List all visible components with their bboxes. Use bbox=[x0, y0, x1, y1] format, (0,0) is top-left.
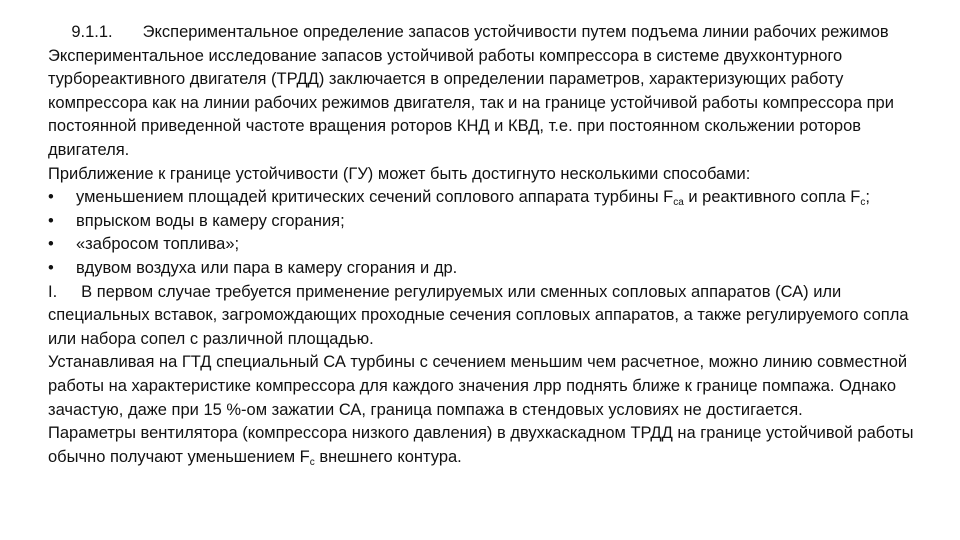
subscript-c: с bbox=[309, 456, 315, 468]
paragraph-fan-text: внешнего контура. bbox=[314, 447, 462, 466]
bullet-marker: • bbox=[48, 258, 54, 277]
paragraph-intro: Экспериментальное исследование запасов устойчивой работы компрессора в системе двухконтурного турбореактивного двигателя (ТРДД) заключается в определении параметров, характеризующих работу компрессора как на линии рабочих режимов двигателя, так и на границе устойчивой работы компрессора при постоянной приведенной частоте вращения роторов КНД и КВД, т.е. при постоянном скольжении роторов двигателя. bbox=[48, 46, 894, 159]
paragraph-nozzle-setup: Устанавливая на ГТД специальный СА турбины с сечением меньшим чем расчетное, можно линию совместной работы на характеристике компрессора для каждого значения лрр поднять ближе к границе помпажа. Однако зачастую, даже при 15 %-ом зажатии СА, граница помпажа в стендовых условиях не достигается. bbox=[48, 353, 908, 419]
section-heading bbox=[48, 21, 920, 45]
bullet-marker: • bbox=[48, 188, 54, 207]
paragraph-case-one bbox=[48, 281, 920, 352]
list-item bbox=[48, 233, 920, 257]
list-item-text: ; bbox=[865, 188, 870, 207]
list-item-text: вдувом воздуха или пара в камеру сгорания и др. bbox=[76, 258, 458, 277]
list-item-text: «забросом топлива»; bbox=[76, 235, 240, 254]
bullet-marker: • bbox=[48, 211, 54, 230]
list-item-text: уменьшением площадей критических сечений соплового аппарата турбины F bbox=[76, 188, 674, 207]
list-item-text: впрыском воды в камеру сгорания; bbox=[76, 211, 345, 230]
subscript-c: с bbox=[860, 197, 866, 209]
paragraph-methods-lead: Приближение к границе устойчивости (ГУ) может быть достигнуто несколькими способами: bbox=[48, 164, 751, 183]
paragraph-fan-text: Параметры вентилятора (компрессора низкого давления) в двухкаскадном ТРДД на границе устойчивой работы обычно получают уменьшением F bbox=[48, 424, 914, 466]
list-item bbox=[48, 257, 920, 281]
list-item bbox=[48, 210, 920, 234]
bullet-marker: • bbox=[48, 235, 54, 254]
roman-marker: I. bbox=[48, 282, 58, 301]
paragraph-case-one-text: В первом случае требуется применение регулируемых или сменных сопловых аппаратов (СА) или специальных вставок, загромождающих проходные сечения сопловых аппаратов, а также регулируемого сопла или набора сопел с различной площадью. bbox=[48, 282, 909, 348]
list-item bbox=[48, 186, 920, 210]
subscript-ca: са bbox=[673, 197, 684, 209]
methods-list bbox=[48, 186, 920, 280]
section-title: Экспериментальное определение запасов устойчивости путем подъема линии рабочих режимов bbox=[142, 23, 889, 41]
section-number: 9.1.1. bbox=[71, 23, 113, 41]
paragraph-fan-params bbox=[48, 422, 920, 469]
list-item-text: и реактивного сопла F bbox=[683, 188, 861, 207]
